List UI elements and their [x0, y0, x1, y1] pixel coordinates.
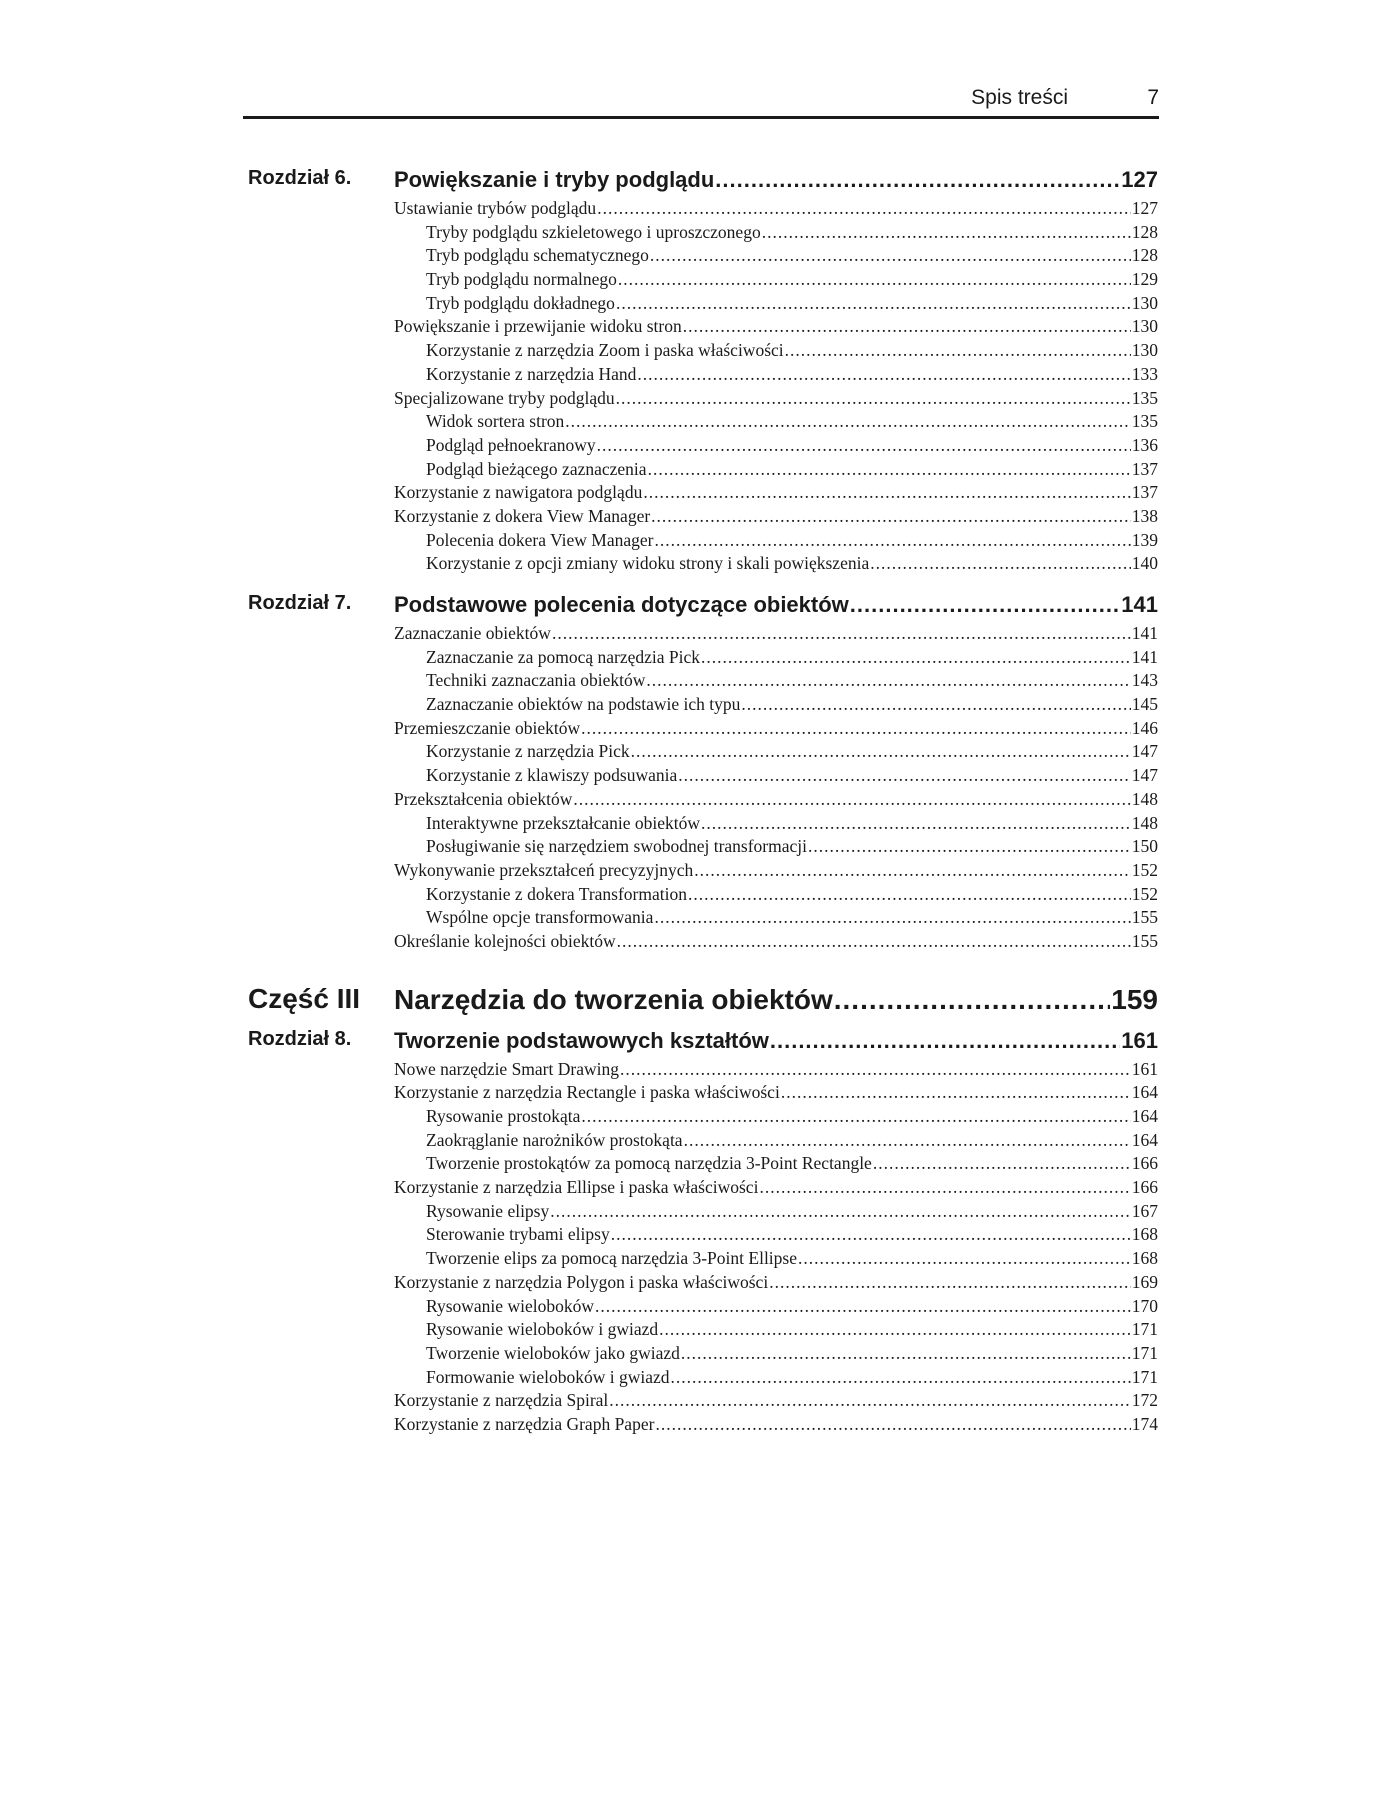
entry-title: Posługiwanie się narzędziem swobodnej transformacji: [426, 836, 808, 857]
page-header: [243, 82, 1159, 119]
dot-leader: [654, 906, 1130, 930]
entry-page: 150: [1131, 836, 1158, 857]
chapter-title: Tworzenie podstawowych kształtów: [394, 1027, 769, 1053]
toc-entry[interactable]: [394, 1176, 1158, 1200]
dot-leader: [701, 812, 1131, 836]
running-header-page-number: 7: [1147, 86, 1159, 109]
toc-subentry[interactable]: [426, 529, 1158, 553]
entry-title: Korzystanie z narzędzia Hand: [426, 363, 637, 384]
entry-page: 169: [1131, 1271, 1158, 1292]
toc-entry[interactable]: [394, 481, 1158, 505]
toc-subentry[interactable]: [426, 1105, 1158, 1129]
toc-entry[interactable]: [394, 622, 1158, 646]
entry-title: Korzystanie z narzędzia Zoom i paska właściwości: [426, 340, 784, 361]
entry-title: Widok sortera stron: [426, 411, 565, 432]
entry-title: Korzystanie z klawiszy podsuwania: [426, 765, 678, 786]
toc-entry[interactable]: [394, 315, 1158, 339]
entry-title: Zaznaczanie obiektów: [394, 623, 551, 643]
chapter-label: Rozdział 6.: [248, 167, 352, 189]
dot-leader: [683, 315, 1131, 339]
entry-title: Przekształcenia obiektów: [394, 788, 573, 809]
part-heading[interactable]: [394, 980, 1158, 1020]
chapter-page: 161: [1121, 1027, 1158, 1053]
chapter-heading[interactable]: [394, 1024, 1158, 1058]
dot-leader: [678, 764, 1131, 788]
dot-leader: [651, 505, 1131, 529]
dot-leader: [595, 1295, 1131, 1319]
dot-leader: [617, 930, 1131, 954]
dot-leader: [870, 552, 1131, 576]
dot-leader: [616, 387, 1131, 411]
chapter-entries: [0, 197, 1400, 576]
dot-leader: [609, 1389, 1130, 1413]
dot-leader: [581, 717, 1131, 741]
entry-page: 141: [1131, 623, 1158, 643]
dot-leader: [688, 883, 1131, 907]
entry-page: 127: [1131, 198, 1158, 218]
toc-subentry[interactable]: [426, 1295, 1158, 1319]
toc-subentry[interactable]: [426, 434, 1158, 458]
entry-page: 164: [1131, 1129, 1158, 1150]
toc-entry[interactable]: [394, 788, 1158, 812]
entry-page: 170: [1131, 1295, 1158, 1316]
entry-page: 135: [1131, 387, 1158, 408]
dot-leader: [684, 1129, 1131, 1153]
entry-page: 130: [1131, 292, 1158, 313]
table-of-contents: [0, 163, 1400, 1437]
entry-title: Korzystanie z narzędzia Graph Paper: [394, 1413, 655, 1434]
entry-title: Wspólne opcje transformowania: [426, 907, 654, 928]
dot-leader: [770, 1024, 1120, 1058]
entry-page: 152: [1131, 883, 1158, 904]
dot-leader: [616, 292, 1131, 316]
entry-page: 152: [1131, 859, 1158, 880]
dot-leader: [785, 339, 1131, 363]
part-label: Część III: [248, 982, 361, 1014]
entry-title: Korzystanie z narzędzia Polygon i paska właściwości: [394, 1271, 769, 1292]
entry-page: 128: [1131, 221, 1158, 242]
entry-title: Korzystanie z nawigatora podglądu: [394, 482, 643, 503]
toc-subentry[interactable]: [426, 292, 1158, 316]
entry-title: Tworzenie elips za pomocą narzędzia 3-Point Ellipse: [426, 1248, 797, 1269]
toc-entry[interactable]: [394, 1081, 1158, 1105]
entry-page: 140: [1131, 553, 1158, 574]
running-header-title: Spis treści: [971, 86, 1068, 109]
entry-title: Rysowanie wieloboków: [426, 1295, 594, 1316]
entry-title: Określanie kolejności obiektów: [394, 930, 616, 951]
part-page: 159: [1111, 983, 1158, 1015]
dot-leader: [550, 1200, 1131, 1224]
entry-page: 147: [1131, 765, 1158, 786]
toc-subentry[interactable]: [426, 1247, 1158, 1271]
entry-page: 130: [1131, 340, 1158, 361]
chapter-title: Podstawowe polecenia dotyczące obiektów: [394, 592, 849, 617]
entry-page: 168: [1131, 1224, 1158, 1245]
entry-title: Tryb podglądu schematycznego: [426, 245, 649, 266]
toc-subentry[interactable]: [426, 835, 1158, 859]
entry-title: Ustawianie trybów podglądu: [394, 198, 597, 218]
entry-page: 164: [1131, 1082, 1158, 1103]
dot-leader: [798, 1247, 1131, 1271]
entry-page: 148: [1131, 788, 1158, 809]
toc-subentry[interactable]: [426, 1318, 1158, 1342]
chapter-6-block: [0, 163, 1400, 576]
toc-entry[interactable]: [394, 387, 1158, 411]
toc-subentry[interactable]: [426, 883, 1158, 907]
dot-leader: [648, 458, 1131, 482]
dot-leader: [769, 1271, 1131, 1295]
entry-title: Sterowanie trybami elipsy: [426, 1224, 610, 1245]
entry-title: Specjalizowane tryby podglądu: [394, 387, 615, 408]
entry-page: 128: [1131, 245, 1158, 266]
toc-subentry[interactable]: [426, 244, 1158, 268]
chapter-title: Powiększanie i tryby podglądu: [394, 167, 715, 192]
toc-subentry[interactable]: [426, 410, 1158, 434]
chapter-entries: [0, 622, 1400, 954]
entry-title: Formowanie wieloboków i gwiazd: [426, 1366, 670, 1387]
chapter-7-block: [0, 588, 1400, 954]
dot-leader: [643, 481, 1130, 505]
toc-subentry[interactable]: [426, 693, 1158, 717]
dot-leader: [650, 244, 1131, 268]
dot-leader: [573, 788, 1130, 812]
entry-page: 129: [1131, 269, 1158, 290]
dot-leader: [759, 1176, 1130, 1200]
entry-title: Rysowanie prostokąta: [426, 1106, 581, 1126]
toc-subentry[interactable]: [426, 1366, 1158, 1390]
toc-subentry[interactable]: [426, 906, 1158, 930]
dot-leader: [597, 197, 1131, 221]
toc-entry[interactable]: [394, 1413, 1158, 1437]
dot-leader: [655, 529, 1131, 553]
toc-subentry[interactable]: [426, 1129, 1158, 1153]
toc-subentry[interactable]: [426, 812, 1158, 836]
entry-page: 155: [1131, 907, 1158, 928]
dot-leader: [762, 221, 1131, 245]
chapter-label: Rozdział 7.: [248, 592, 352, 614]
dot-leader: [659, 1318, 1131, 1342]
entry-title: Zaznaczanie obiektów na podstawie ich typu: [426, 694, 741, 715]
entry-title: Korzystanie z narzędzia Spiral: [394, 1390, 609, 1411]
entry-title: Tryby podglądu szkieletowego i uproszczonego: [426, 221, 761, 242]
entry-title: Przemieszczanie obiektów: [394, 717, 581, 738]
dot-leader: [611, 1223, 1131, 1247]
toc-entry[interactable]: [394, 717, 1158, 741]
toc-subentry[interactable]: [426, 339, 1158, 363]
entry-title: Zaokrąglanie narożników prostokąta: [426, 1129, 683, 1150]
dot-leader: [834, 980, 1111, 1020]
entry-page: 164: [1131, 1106, 1158, 1126]
entry-page: 167: [1131, 1200, 1158, 1221]
entry-page: 161: [1131, 1058, 1158, 1079]
entry-title: Korzystanie z opcji zmiany widoku strony i skali powiększenia: [426, 553, 870, 574]
entry-page: 155: [1131, 930, 1158, 951]
entry-page: 171: [1131, 1319, 1158, 1340]
part-3-block: [0, 980, 1400, 1020]
part-title: Narzędzia do tworzenia obiektów: [394, 983, 833, 1015]
entry-page: 135: [1131, 411, 1158, 432]
entry-page: 174: [1131, 1413, 1158, 1434]
entry-page: 145: [1131, 694, 1158, 715]
toc-subentry[interactable]: [426, 1200, 1158, 1224]
chapter-heading[interactable]: [394, 163, 1158, 197]
dot-leader: [620, 1058, 1131, 1082]
chapter-entries: [0, 1058, 1400, 1437]
entry-page: 136: [1131, 434, 1158, 455]
dot-leader: [715, 163, 1120, 197]
dot-leader: [701, 646, 1131, 670]
entry-page: 139: [1131, 529, 1158, 550]
entry-title: Podgląd bieżącego zaznaczenia: [426, 458, 647, 479]
toc-subentry[interactable]: [426, 669, 1158, 693]
toc-subentry[interactable]: [426, 458, 1158, 482]
entry-page: 171: [1131, 1342, 1158, 1363]
entry-title: Techniki zaznaczania obiektów: [426, 670, 646, 691]
dot-leader: [631, 740, 1131, 764]
entry-page: 143: [1131, 670, 1158, 691]
toc-entry[interactable]: [394, 1271, 1158, 1295]
toc-entry[interactable]: [394, 197, 1158, 221]
entry-title: Korzystanie z dokera Transformation: [426, 883, 687, 904]
toc-subentry[interactable]: [426, 221, 1158, 245]
toc-subentry[interactable]: [426, 1152, 1158, 1176]
entry-page: 166: [1131, 1177, 1158, 1198]
entry-page: 171: [1131, 1366, 1158, 1387]
entry-title: Tryb podglądu dokładnego: [426, 292, 615, 313]
toc-entry[interactable]: [394, 859, 1158, 883]
entry-page: 138: [1131, 505, 1158, 526]
dot-leader: [552, 622, 1131, 646]
dot-leader: [694, 859, 1131, 883]
entry-title: Rysowanie wieloboków i gwiazd: [426, 1319, 659, 1340]
dot-leader: [808, 835, 1131, 859]
toc-subentry[interactable]: [426, 1223, 1158, 1247]
dot-leader: [646, 669, 1130, 693]
dot-leader: [565, 410, 1130, 434]
chapter-heading[interactable]: [394, 588, 1158, 622]
dot-leader: [581, 1105, 1130, 1129]
entry-page: 168: [1131, 1248, 1158, 1269]
chapter-page: 127: [1121, 167, 1158, 192]
entry-page: 137: [1131, 482, 1158, 503]
dot-leader: [681, 1342, 1131, 1366]
toc-subentry[interactable]: [426, 363, 1158, 387]
toc-subentry[interactable]: [426, 268, 1158, 292]
toc-entry[interactable]: [394, 930, 1158, 954]
entry-title: Tryb podglądu normalnego: [426, 269, 617, 290]
chapter-8-block: [0, 1024, 1400, 1437]
toc-subentry[interactable]: [426, 552, 1158, 576]
dot-leader: [655, 1413, 1130, 1437]
entry-title: Korzystanie z dokera View Manager: [394, 505, 651, 526]
entry-title: Powiększanie i przewijanie widoku stron: [394, 316, 682, 337]
entry-title: Korzystanie z narzędzia Ellipse i paska właściwości: [394, 1177, 759, 1198]
entry-title: Podgląd pełnoekranowy: [426, 434, 596, 455]
toc-entry[interactable]: [394, 505, 1158, 529]
entry-title: Tworzenie wieloboków jako gwiazd: [426, 1342, 680, 1363]
dot-leader: [850, 588, 1121, 622]
toc-subentry[interactable]: [426, 646, 1158, 670]
entry-page: 147: [1131, 741, 1158, 762]
entry-title: Tworzenie prostokątów za pomocą narzędzia 3-Point Rectangle: [426, 1153, 872, 1174]
dot-leader: [597, 434, 1131, 458]
entry-title: Wykonywanie przekształceń precyzyjnych: [394, 859, 694, 880]
entry-title: Zaznaczanie za pomocą narzędzia Pick: [426, 646, 700, 667]
dot-leader: [618, 268, 1131, 292]
entry-page: 146: [1131, 717, 1158, 738]
chapter-label: Rozdział 8.: [248, 1027, 352, 1050]
dot-leader: [671, 1366, 1131, 1390]
entry-page: 172: [1131, 1390, 1158, 1411]
dot-leader: [741, 693, 1130, 717]
entry-title: Korzystanie z narzędzia Pick: [426, 741, 630, 762]
toc-subentry[interactable]: [426, 764, 1158, 788]
entry-page: 141: [1131, 646, 1158, 667]
toc-subentry[interactable]: [426, 1342, 1158, 1366]
entry-page: 148: [1131, 812, 1158, 833]
entry-title: Korzystanie z narzędzia Rectangle i paska właściwości: [394, 1082, 780, 1103]
chapter-page: 141: [1121, 592, 1158, 617]
toc-subentry[interactable]: [426, 740, 1158, 764]
entry-title: Interaktywne przekształcanie obiektów: [426, 812, 701, 833]
toc-entry[interactable]: [394, 1389, 1158, 1413]
entry-page: 137: [1131, 458, 1158, 479]
toc-entry[interactable]: [394, 1058, 1158, 1082]
entry-title: Nowe narzędzie Smart Drawing: [394, 1058, 619, 1079]
entry-title: Rysowanie elipsy: [426, 1200, 550, 1221]
entry-page: 130: [1131, 316, 1158, 337]
dot-leader: [781, 1081, 1131, 1105]
dot-leader: [637, 363, 1130, 387]
entry-page: 166: [1131, 1153, 1158, 1174]
entry-title: Polecenia dokera View Manager: [426, 529, 654, 550]
dot-leader: [873, 1152, 1131, 1176]
entry-page: 133: [1131, 363, 1158, 384]
